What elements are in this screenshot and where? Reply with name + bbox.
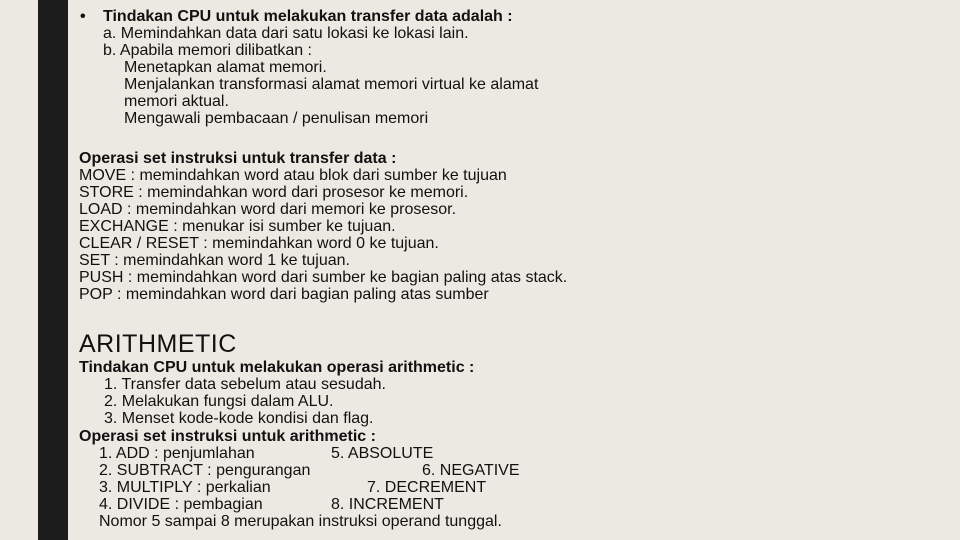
arithmetic-op: 7. DECREMENT [367, 479, 487, 496]
section1-b-item: Mengawali pembacaan / penulisan memori [124, 110, 429, 127]
arithmetic-heading: ARITHMETIC [79, 330, 237, 358]
instruction-item: LOAD : memindahkan word dari memori ke prosesor. [79, 201, 457, 218]
arithmetic-op: 5. ABSOLUTE [331, 445, 434, 462]
arithmetic-op: 3. MULTIPLY : perkalian [99, 479, 271, 496]
arithmetic-action-item: 1. Transfer data sebelum atau sesudah. [104, 376, 386, 393]
instruction-item: PUSH : memindahkan word dari sumber ke bagian paling atas stack. [79, 269, 568, 286]
section1-b-item: memori aktual. [124, 93, 229, 110]
instruction-item: CLEAR / RESET : memindahkan word 0 ke tujuan. [79, 235, 439, 252]
arithmetic-action-item: 3. Menset kode-kode kondisi dan flag. [104, 410, 374, 427]
instruction-item: SET : memindahkan word 1 ke tujuan. [79, 252, 350, 269]
instruction-item: STORE : memindahkan word dari prosesor ke memori. [79, 184, 469, 201]
section3-title: Tindakan CPU untuk melakukan operasi arithmetic : [79, 359, 475, 376]
arithmetic-op: 1. ADD : penjumlahan [99, 445, 255, 462]
section1-item-a: a. Memindahkan data dari satu lokasi ke lokasi lain. [103, 25, 469, 42]
arithmetic-op: 2. SUBTRACT : pengurangan [99, 462, 311, 479]
section1-title: Tindakan CPU untuk melakukan transfer data adalah : [103, 8, 513, 25]
arithmetic-op: 8. INCREMENT [331, 496, 444, 513]
bullet: • [80, 8, 86, 25]
arithmetic-op: 6. NEGATIVE [422, 462, 520, 479]
arithmetic-ops-title: Operasi set instruksi untuk arithmetic : [79, 428, 376, 445]
left-accent-bar [38, 0, 68, 540]
arithmetic-note: Nomor 5 sampai 8 merupakan instruksi operand tunggal. [99, 513, 502, 530]
section2-title: Operasi set instruksi untuk transfer data : [79, 150, 397, 167]
instruction-item: EXCHANGE : menukar isi sumber ke tujuan. [79, 218, 396, 235]
section1-b-item: Menetapkan alamat memori. [124, 59, 327, 76]
instruction-item: MOVE : memindahkan word atau blok dari sumber ke tujuan [79, 167, 507, 184]
section1-b-item: Menjalankan transformasi alamat memori virtual ke alamat [124, 76, 539, 93]
arithmetic-action-item: 2. Melakukan fungsi dalam ALU. [104, 393, 334, 410]
section1-item-b: b. Apabila memori dilibatkan : [103, 42, 312, 59]
instruction-item: POP : memindahkan word dari bagian paling atas sumber [79, 286, 489, 303]
arithmetic-op: 4. DIVIDE : pembagian [99, 496, 263, 513]
